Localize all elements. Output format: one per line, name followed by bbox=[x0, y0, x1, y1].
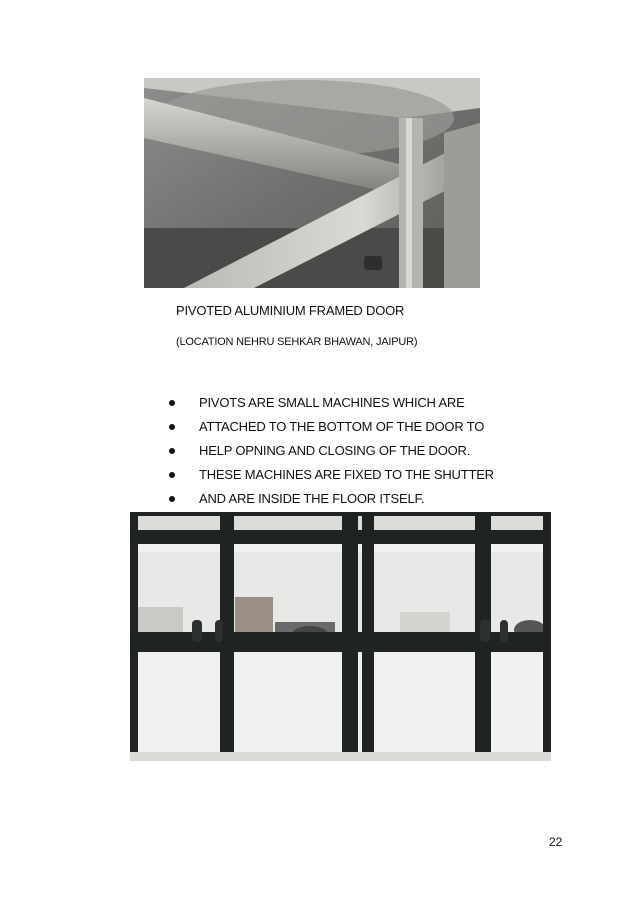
bullet-item bbox=[163, 439, 494, 463]
bullet-list bbox=[163, 391, 494, 511]
bullet-icon bbox=[169, 448, 175, 454]
bullet-icon bbox=[169, 424, 175, 430]
bullet-item bbox=[163, 415, 494, 439]
bullet-item bbox=[163, 487, 494, 511]
page-number: 22 bbox=[549, 835, 563, 849]
bullet-text: THESE MACHINES ARE FIXED TO THE SHUTTER bbox=[199, 467, 494, 482]
photo-caption-location: (LOCATION NEHRU SEHKAR BHAWAN, JAIPUR) bbox=[176, 336, 418, 348]
pivoted-door-frame-photo bbox=[144, 78, 480, 288]
bullet-icon bbox=[169, 400, 175, 406]
bullet-icon bbox=[169, 496, 175, 502]
bullet-text: AND ARE INSIDE THE FLOOR ITSELF. bbox=[199, 491, 425, 506]
glass-door-panels-photo bbox=[130, 512, 551, 761]
bullet-item bbox=[163, 463, 494, 487]
bullet-text: HELP OPNING AND CLOSING OF THE DOOR. bbox=[199, 443, 471, 458]
bullet-text: ATTACHED TO THE BOTTOM OF THE DOOR TO bbox=[199, 419, 485, 434]
bullet-text: PIVOTS ARE SMALL MACHINES WHICH ARE bbox=[199, 395, 465, 410]
photo-caption-title: PIVOTED ALUMINIUM FRAMED DOOR bbox=[176, 303, 405, 318]
bullet-item bbox=[163, 391, 494, 415]
bullet-icon bbox=[169, 472, 175, 478]
